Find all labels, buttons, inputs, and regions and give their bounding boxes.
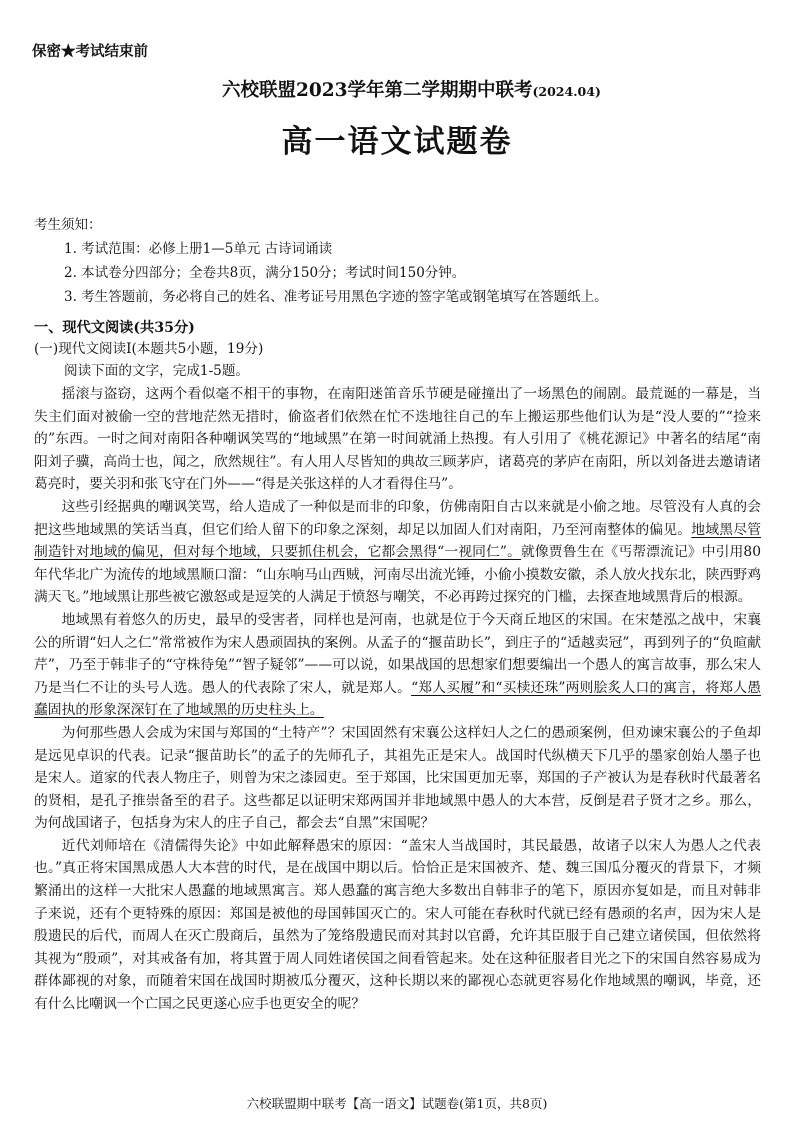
passage-text: 这些引经据典的嘲讽笑骂，给人造成了一种似是而非的印象，仿佛南阳自古以来就是小偷之地。尽管没有人真的会把这些地域黑的笑话当真，但它们给人留下的印象之深刻，却足以加固人们对南阳，乃至河南整体的偏见。	[34, 498, 761, 538]
passage-paragraph	[34, 496, 761, 609]
notice-title: 考生须知：	[34, 217, 102, 233]
underlined-sentence: 地域黑尽管制造针对地域的偏见，但对每个地域，只要抓住机会，它都会黑得“一视同仁”。	[34, 521, 761, 561]
notice-item: 3. 考生答题前，务必将自己的姓名、准考证号用黑色字迹的签字笔或钢笔填写在答题纸上。	[64, 289, 608, 305]
subject-title: 高一语文试题卷	[281, 124, 513, 160]
passage-paragraph: 为何那些愚人会成为宋国与郑国的“土特产”？宋国固然有宋襄公这样妇人之仁的愚顽案例，但劝谏宋襄公的子鱼却是远见卓识的代表。记录“揠苗助长”的孟子的先师孔子，其祖先正是宋人。战国时代纵横天下几乎的墨家创始人墨子也是宋人。道家的代表人物庄子，则曾为宋之漆园吏。至于郑国，比宋国更加无辜，郑国的子产被认为是春秋时代最著名的贤相，是孔子推崇备至的君子。这些都足以证明宋郑两国并非地域黑中愚人的大本营，反倒是君子贤才之乡。那么，为何战国诸子，包括身为宋人的庄子自己，都会去“自黑”宋国呢？	[34, 724, 761, 832]
passage-text: 就像贾鲁生在《丐帮漂流记》中引用80年代华北广为流传的地域黑顺口溜：“山东响马山西贼，河南尽出流光锤，小偷小摸数安徽，杀人放火找东北，陕西野鸡满天飞。”地域黑让那些被它激怒或是逗笑的人满足于愤怒与嘲笑，不必再跨过探究的门槛，去探查地域黑背后的根源。	[34, 544, 761, 606]
reading-passage	[34, 383, 761, 1016]
exam-date: (2024.04)	[532, 84, 601, 99]
exam-notice	[34, 213, 764, 309]
section-heading: 一、现代文阅读(共35分)	[34, 320, 195, 336]
exam-title-text: 六校联盟2023学年第二学期期中联考	[222, 80, 533, 101]
page-footer: 六校联盟期中联考【高一语文】试题卷(第1页，共8页)	[246, 1096, 548, 1111]
confidential-mark: 保密★考试结束前	[32, 43, 148, 60]
passage-paragraph	[34, 609, 761, 722]
notice-item: 1. 考试范围：必修上册1—5单元 古诗词诵读	[64, 241, 333, 257]
sub-section-heading: (一)现代文阅读I(本题共5小题，19分)	[34, 341, 264, 357]
exam-title	[222, 76, 601, 102]
passage-paragraph: 近代刘师培在《清儒得失论》中如此解释愚宋的原因：“盖宋人当战国时，其民最愚，故诸子以宋人为愚人之代表也。”真正将宋国黑成愚人大本营的时代，是在战国中期以后。恰恰正是宋国被齐、楚、魏三国瓜分覆灭的背景下，才频繁涌出的这样一大批宋人愚蠢的地域黑寓言。郑人愚蠢的寓言绝大多数出自韩非子的笔下，原因亦复如是，而且对韩非子来说，还有个更特殊的原因：郑国是被他的母国韩国灭亡的。宋人可能在春秋时代就已经有愚顽的名声，因为宋人是殷遗民的后代，而周人在灭亡殷商后，虽然为了笼络殷遗民而对其封以官爵，允许其臣服于自己建立诸侯国，但依然将其视为“殷顽”，对其戒备有加，将其置于周人同姓诸侯国之间看管起来。处在这种征服者目光之下的宋国自然容易成为群体鄙视的对象，而随着宋国在战国时期被瓜分覆灭，这种长期以来的鄙视心态就更容易化作地域黑的嘲讽，毕竟，还有什么比嘲讽一个亡国之民更遂心应手也更安全的呢？	[34, 837, 761, 1013]
underlined-sentence: “郑人买履”和“买椟还珠”两则脍炙人口的寓言，将郑人愚蠢固执的形象深深钉在了地域黑的历史柱头上。	[34, 679, 762, 719]
reading-instruction: 阅读下面的文字，完成1-5题。	[64, 363, 250, 379]
notice-item: 2. 本试卷分四部分；全卷共8页，满分150分；考试时间150分钟。	[64, 265, 466, 281]
passage-paragraph: 摇滚与盗窃，这两个看似毫不相干的事物，在南阳迷笛音乐节硬是碰撞出了一场黑色的闹剧。最荒诞的一幕是，当失主们面对被偷一空的营地茫然无措时，偷盗者们依然在忙不迭地往自己的车上搬运那些他们认为是“没人要的”“捡来的”东西。一时之间对南阳各种嘲讽笑骂的“地域黑”在第一时间就涌上热搜。有人引用了《桃花源记》中著名的结尾“南阳刘子骥，高尚士也，闻之，欣然规往”。有人用人尽皆知的典故三顾茅庐，诸葛亮的茅庐在南阳，所以刘备进去邀请诸葛亮时，要关羽和张飞守在门外——“得是关张这样的人才看得住马”。	[34, 386, 761, 493]
passage-text: 地域黑有着悠久的历史，最早的受害者，同样也是河南，也就是位于今天商丘地区的宋国。在宋楚泓之战中，宋襄公的所谓“妇人之仁”常常被作为宋人愚顽固执的案例。从孟子的“揠苗助长”，到庄子的“适越卖冠”，再到列子的“负暄献芹”，乃至于韩非子的“守株待兔”“智子疑邻”——可以说，如果战国的思想家们想要编出一个愚人的寓言故事，那么宋人乃是当仁不让的头号人选。愚人的代表除了宋人，就是郑人。	[34, 611, 761, 696]
